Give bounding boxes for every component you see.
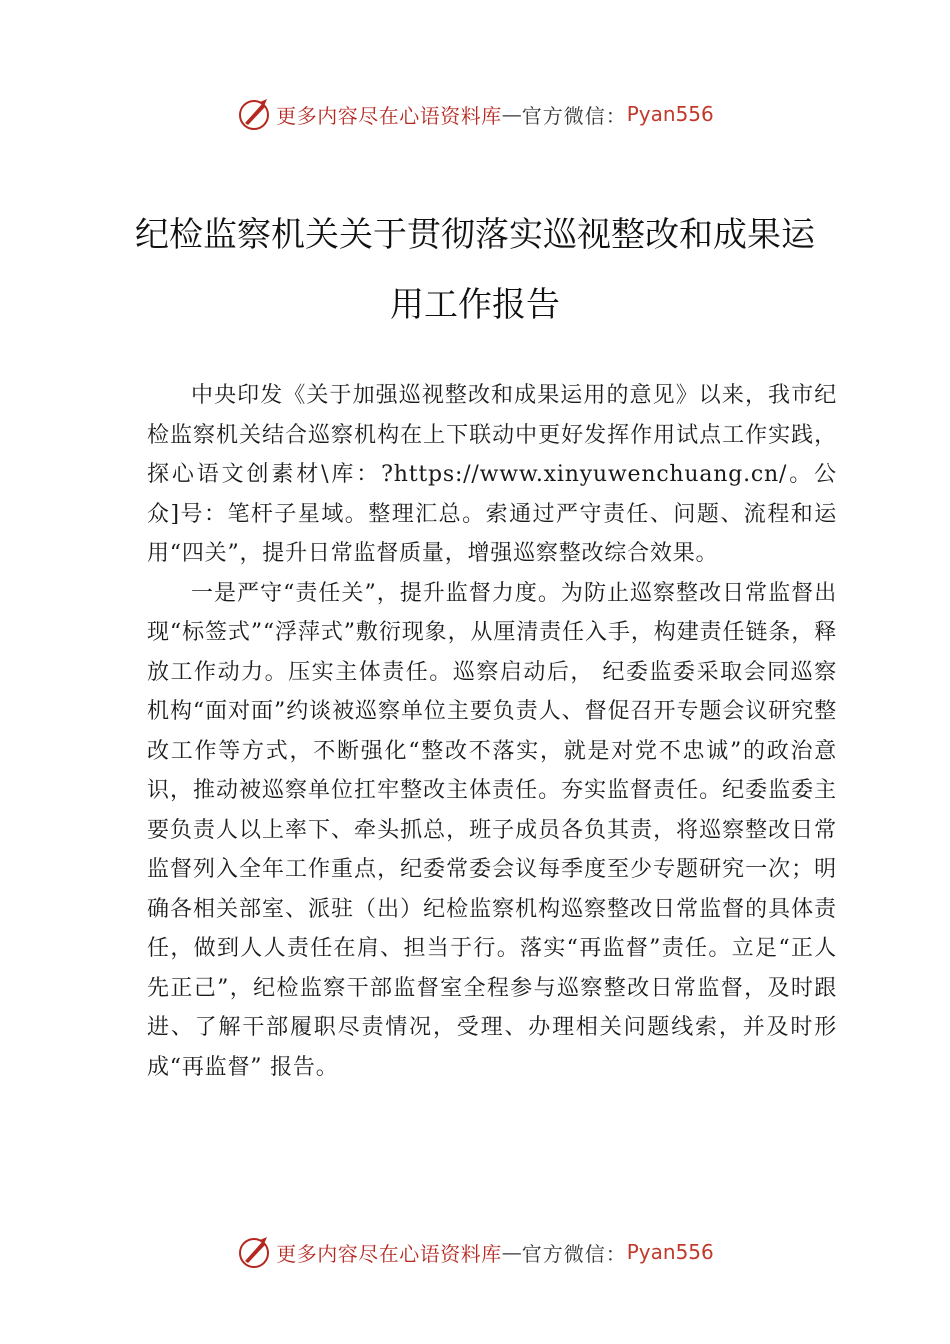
paragraph-responsibility: 一是严守“责任关”，提升监督力度。为防止巡察整改日常监督出现“标签式”“浮萍式”敷衍现象，从厘清责任入手，构建责任链条，释放工作动力。压实主体责任。巡察启动后， 纪委监委采取会同巡察机构“面对面”约谈被巡察单位主要负责人、督促召开专题会议研究整改工作等方式，不断强化“整改不落实，就是对党不忠诚”的政治意识，推动被巡察单位扛牢整改主体责任。夯实监督责任。纪委监委主要负责人以上率下、牵头抓总，班子成员各负其责，将巡察整改日常监督列入全年工作重点，纪委常委会议每季度至少专题研究一次；明确各相关部室、派驻（出）纪检监察机构巡察整改日常监督的具体责任，做到人人责任在肩、担当于行。落实“再监督”责任。立足“正人先正己”，纪检监察干部监督室全程参与巡察整改日常监督，及时跟进、了解干部履职尽责情况，受理、办理相关问题线索，并及时形成“再监督” 报告。: [147, 580, 837, 1080]
banner-label: 官方微信：: [521, 1241, 627, 1266]
paragraph-intro: 中央印发《关于加强巡视整改和成果运用的意见》以来，我市纪检监察机关结合巡察机构在上下联动中更好发挥作用试点工作实践，探心语文创素材\库：?https://www.xinyuwenchuang.cn/。公众]号：笔杆子星域。整理汇总。索通过严守责任、问题、流程和运用“四关”，提升日常监督质量，增强巡察整改综合效果。: [147, 383, 837, 566]
banner-label: 官方微信：: [521, 103, 627, 128]
banner-red-text: 更多内容尽在心语资料库: [276, 103, 502, 128]
header-banner: [0, 94, 950, 134]
footer-banner: [0, 1232, 950, 1272]
banner-wechat-id: Pyan556: [626, 1240, 714, 1264]
banner-separator: —: [501, 102, 522, 126]
document-title: 纪检监察机关关于贯彻落实巡视整改和成果运用工作报告: [135, 215, 815, 325]
banner-red-text: 更多内容尽在心语资料库: [276, 1241, 502, 1266]
banner-separator: —: [501, 1240, 522, 1264]
quill-pen-circle-icon: [236, 96, 272, 132]
quill-pen-circle-icon: [236, 1234, 272, 1270]
document-body: [147, 376, 837, 1087]
banner-wechat-id: Pyan556: [626, 102, 714, 126]
